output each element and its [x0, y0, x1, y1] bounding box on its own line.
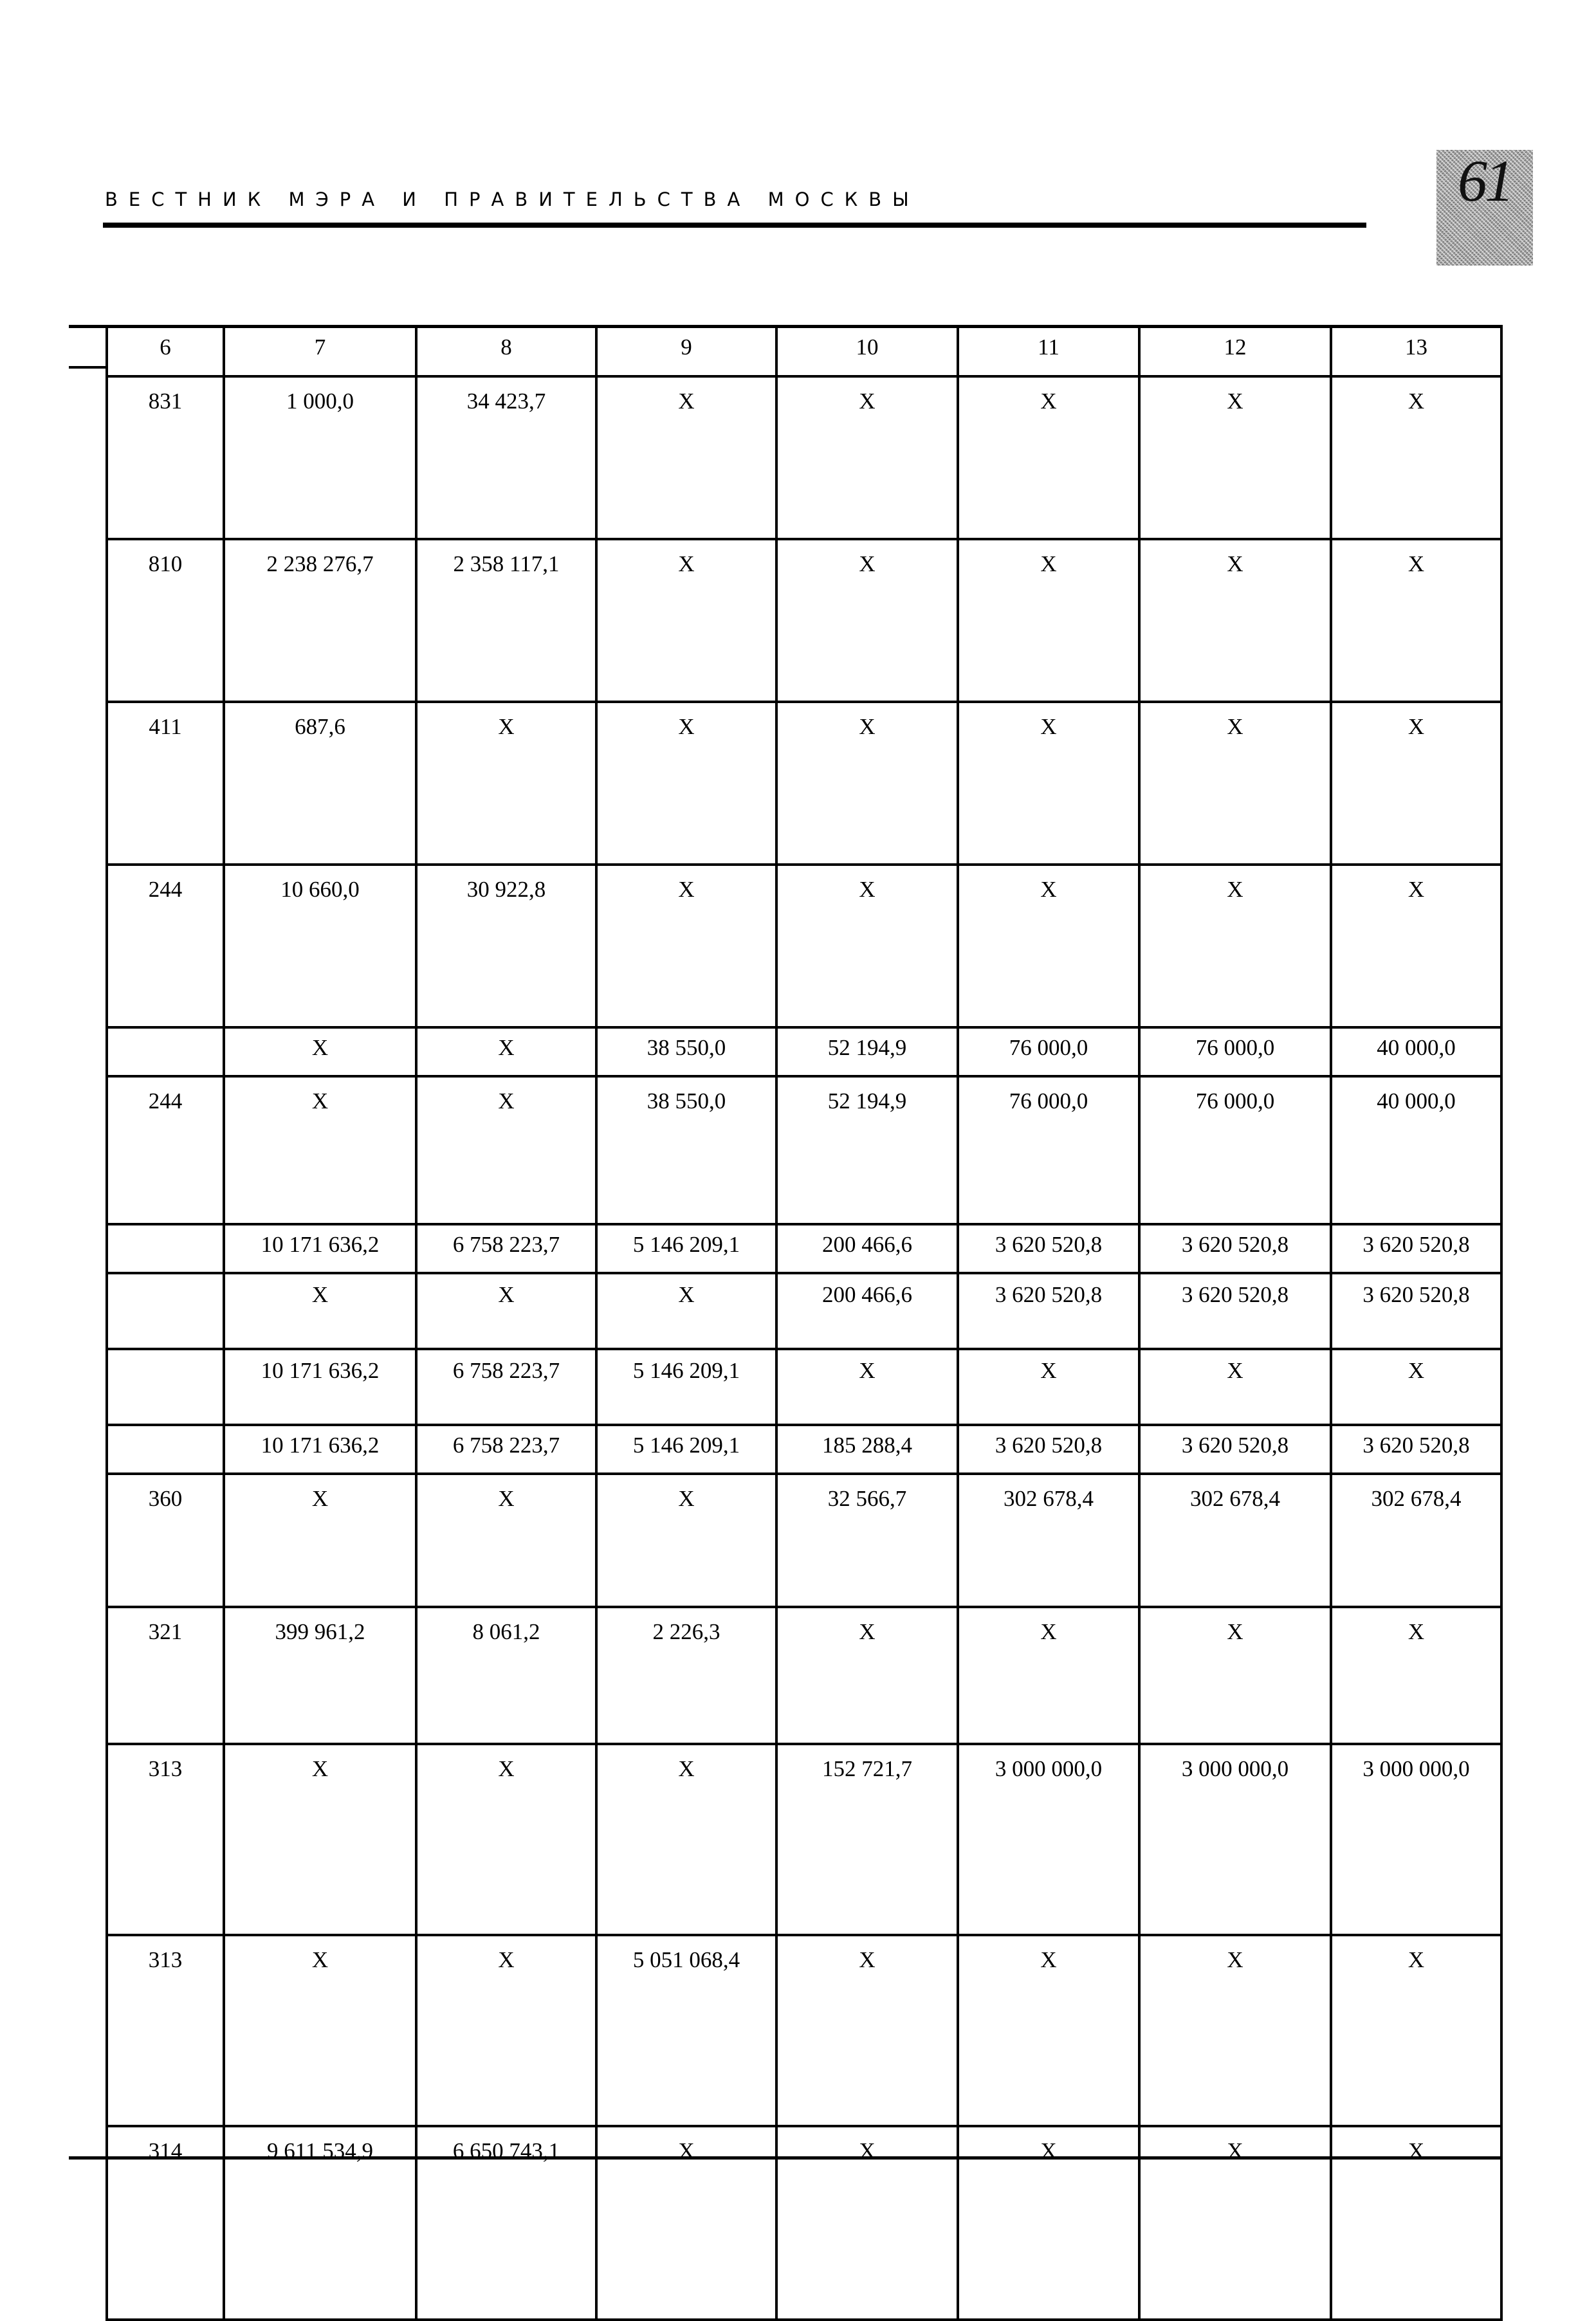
table-cell: X: [416, 1027, 596, 1076]
table-row: [107, 1474, 1501, 1607]
table-cell: 3 620 520,8: [958, 1425, 1139, 1474]
table-cell: 52 194,9: [776, 1076, 958, 1224]
table-row: [107, 1607, 1501, 1744]
table-cell: X: [1139, 2126, 1331, 2320]
table-cell: 152 721,7: [776, 1744, 958, 1935]
table-cell: X: [224, 1076, 416, 1224]
table-row: [107, 1273, 1501, 1349]
column-header: 9: [596, 326, 776, 376]
column-header: 13: [1331, 326, 1501, 376]
table-cell: 10 171 636,2: [224, 1425, 416, 1474]
table-cell: 52 194,9: [776, 1027, 958, 1076]
table-cell: 5 146 209,1: [596, 1425, 776, 1474]
table-cell: 314: [107, 2126, 224, 2320]
table-cell: 3 000 000,0: [1331, 1744, 1501, 1935]
table-cell: 200 466,6: [776, 1224, 958, 1273]
table-header-row: [107, 326, 1501, 376]
table-cell: [107, 1027, 224, 1076]
table-cell: 313: [107, 1744, 224, 1935]
table-cell: X: [1139, 702, 1331, 865]
table-cell: 6 650 743,1: [416, 2126, 596, 2320]
table-cell: X: [596, 1474, 776, 1607]
table-cell: X: [958, 1349, 1139, 1425]
table-cell: X: [224, 1935, 416, 2126]
table-cell: 9 611 534,9: [224, 2126, 416, 2320]
table-cell: X: [416, 1474, 596, 1607]
table-cell: 313: [107, 1935, 224, 2126]
table-cell: X: [1139, 1935, 1331, 2126]
table-cell: X: [776, 376, 958, 539]
table-cell: 244: [107, 865, 224, 1027]
table-cell: X: [596, 2126, 776, 2320]
table-cell: X: [776, 2126, 958, 2320]
table-cell: 6 758 223,7: [416, 1349, 596, 1425]
table-cell: X: [1139, 376, 1331, 539]
table-cell: X: [596, 376, 776, 539]
table-cell: X: [1331, 1607, 1501, 1744]
table-cell: 76 000,0: [958, 1076, 1139, 1224]
table-row: [107, 1076, 1501, 1224]
table-cell: 38 550,0: [596, 1076, 776, 1224]
table-cell: 3 000 000,0: [1139, 1744, 1331, 1935]
table-cell: X: [776, 1607, 958, 1744]
table-cell: 3 620 520,8: [1139, 1273, 1331, 1349]
table-cell: X: [958, 1607, 1139, 1744]
table-cell: X: [596, 865, 776, 1027]
table-cell: 5 146 209,1: [596, 1224, 776, 1273]
table-cell: X: [596, 1744, 776, 1935]
table-row: [107, 376, 1501, 539]
table-cell: X: [958, 2126, 1139, 2320]
journal-title: ВЕСТНИК МЭРА И ПРАВИТЕЛЬСТВА МОСКВЫ: [105, 188, 920, 210]
table-cell: 40 000,0: [1331, 1027, 1501, 1076]
table-cell: 1 000,0: [224, 376, 416, 539]
table-cell: 411: [107, 702, 224, 865]
table-cell: 831: [107, 376, 224, 539]
table-row: [107, 1744, 1501, 1935]
table-cell: X: [416, 1273, 596, 1349]
table-cell: X: [958, 865, 1139, 1027]
table-cell: 38 550,0: [596, 1027, 776, 1076]
table-cell: 10 660,0: [224, 865, 416, 1027]
table-cell: 34 423,7: [416, 376, 596, 539]
table-header-rule: [69, 366, 105, 369]
table-row: [107, 1349, 1501, 1425]
table-cell: 76 000,0: [1139, 1027, 1331, 1076]
table-cell: X: [416, 702, 596, 865]
table-cell: X: [416, 1076, 596, 1224]
table-cell: [107, 1273, 224, 1349]
table-cell: X: [1331, 539, 1501, 702]
table-cell: 687,6: [224, 702, 416, 865]
table-cell: 3 620 520,8: [1331, 1273, 1501, 1349]
table-row: [107, 539, 1501, 702]
table-cell: 2 238 276,7: [224, 539, 416, 702]
table-cell: 3 620 520,8: [1139, 1224, 1331, 1273]
table-cell: 3 620 520,8: [958, 1273, 1139, 1349]
table-cell: 30 922,8: [416, 865, 596, 1027]
table-cell: X: [224, 1273, 416, 1349]
table-cell: X: [958, 539, 1139, 702]
table-cell: X: [416, 1935, 596, 2126]
table-cell: 8 061,2: [416, 1607, 596, 1744]
table-cell: X: [958, 1935, 1139, 2126]
column-header: 7: [224, 326, 416, 376]
header-rule: [103, 223, 1366, 228]
column-header: 8: [416, 326, 596, 376]
table-cell: 360: [107, 1474, 224, 1607]
table-cell: X: [1331, 702, 1501, 865]
table-cell: 5 146 209,1: [596, 1349, 776, 1425]
table-cell: 3 620 520,8: [958, 1224, 1139, 1273]
table-cell: 76 000,0: [1139, 1076, 1331, 1224]
table-cell: X: [958, 702, 1139, 865]
table-cell: X: [776, 1935, 958, 2126]
table-cell: X: [416, 1744, 596, 1935]
column-header: 12: [1139, 326, 1331, 376]
table-cell: [107, 1224, 224, 1273]
page-number: 61: [1458, 150, 1512, 214]
table-cell: X: [596, 702, 776, 865]
table-cell: 302 678,4: [1139, 1474, 1331, 1607]
table-cell: X: [1331, 1349, 1501, 1425]
table-cell: X: [1331, 376, 1501, 539]
table-row: [107, 2126, 1501, 2320]
table-row: [107, 1224, 1501, 1273]
table-cell: 40 000,0: [1331, 1076, 1501, 1224]
table-cell: 321: [107, 1607, 224, 1744]
data-table: [105, 325, 1503, 2321]
table-cell: X: [1139, 1607, 1331, 1744]
table-cell: 32 566,7: [776, 1474, 958, 1607]
table-cell: 810: [107, 539, 224, 702]
table-cell: X: [224, 1027, 416, 1076]
column-header: 11: [958, 326, 1139, 376]
table-cell: 185 288,4: [776, 1425, 958, 1474]
table-cell: 3 620 520,8: [1139, 1425, 1331, 1474]
column-header: 10: [776, 326, 958, 376]
table-cell: 302 678,4: [958, 1474, 1139, 1607]
table-cell: 3 620 520,8: [1331, 1224, 1501, 1273]
table-cell: [107, 1349, 224, 1425]
table-cell: X: [776, 702, 958, 865]
table-row: [107, 865, 1501, 1027]
table-cell: 302 678,4: [1331, 1474, 1501, 1607]
table-cell: 10 171 636,2: [224, 1224, 416, 1273]
table-cell: X: [1331, 865, 1501, 1027]
table-row: [107, 1935, 1501, 2126]
table-cell: X: [596, 539, 776, 702]
table-row: [107, 1425, 1501, 1474]
table-cell: X: [1139, 865, 1331, 1027]
table-cell: X: [224, 1474, 416, 1607]
table-cell: X: [776, 539, 958, 702]
table-cell: 2 358 117,1: [416, 539, 596, 702]
table-cell: X: [1331, 1935, 1501, 2126]
table-cell: 399 961,2: [224, 1607, 416, 1744]
table-cell: X: [224, 1744, 416, 1935]
table-cell: 3 000 000,0: [958, 1744, 1139, 1935]
table-cell: X: [1139, 539, 1331, 702]
table-cell: 5 051 068,4: [596, 1935, 776, 2126]
table-cell: 200 466,6: [776, 1273, 958, 1349]
table-cell: [107, 1425, 224, 1474]
table-row: [107, 702, 1501, 865]
table-cell: X: [1331, 2126, 1501, 2320]
table-cell: 244: [107, 1076, 224, 1224]
table-cell: 76 000,0: [958, 1027, 1139, 1076]
table-cell: X: [1139, 1349, 1331, 1425]
table-cell: 2 226,3: [596, 1607, 776, 1744]
table-cell: 10 171 636,2: [224, 1349, 416, 1425]
data-table-container: [69, 325, 1501, 2161]
table-cell: 6 758 223,7: [416, 1224, 596, 1273]
table-cell: 6 758 223,7: [416, 1425, 596, 1474]
table-cell: X: [776, 1349, 958, 1425]
table-row: [107, 1027, 1501, 1076]
table-cell: X: [596, 1273, 776, 1349]
page-number-badge: [1436, 150, 1533, 266]
table-cell: 3 620 520,8: [1331, 1425, 1501, 1474]
table-cell: X: [958, 376, 1139, 539]
table-cell: X: [776, 865, 958, 1027]
column-header: 6: [107, 326, 224, 376]
